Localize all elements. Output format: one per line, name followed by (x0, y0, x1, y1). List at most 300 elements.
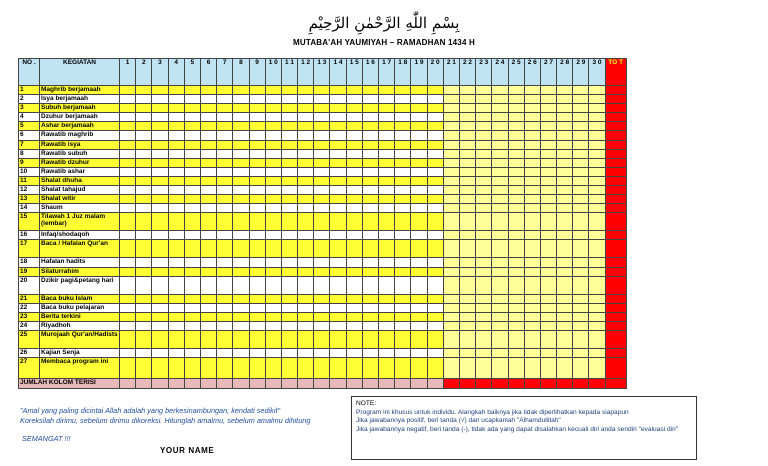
check-cell[interactable] (120, 312, 136, 321)
check-cell[interactable] (168, 258, 184, 267)
check-cell[interactable] (573, 276, 589, 294)
check-cell[interactable] (589, 86, 605, 95)
check-cell[interactable] (346, 140, 362, 149)
check-cell[interactable] (346, 176, 362, 185)
check-cell[interactable] (152, 240, 168, 258)
check-cell[interactable] (346, 113, 362, 122)
check-cell[interactable] (184, 240, 200, 258)
check-cell[interactable] (168, 267, 184, 276)
check-cell[interactable] (314, 294, 330, 303)
check-cell[interactable] (540, 321, 556, 330)
check-cell[interactable] (443, 276, 459, 294)
check-cell[interactable] (152, 195, 168, 204)
check-cell[interactable] (443, 267, 459, 276)
check-cell[interactable] (249, 176, 265, 185)
check-cell[interactable] (540, 267, 556, 276)
check-cell[interactable] (265, 86, 281, 95)
check-cell[interactable] (314, 303, 330, 312)
check-cell[interactable] (379, 358, 395, 379)
check-cell[interactable] (281, 140, 297, 149)
check-cell[interactable] (427, 113, 443, 122)
check-cell[interactable] (233, 321, 249, 330)
check-cell[interactable] (184, 303, 200, 312)
check-cell[interactable] (589, 358, 605, 379)
check-cell[interactable] (492, 158, 508, 167)
check-cell[interactable] (298, 167, 314, 176)
check-cell[interactable] (573, 195, 589, 204)
check-cell[interactable] (427, 140, 443, 149)
check-cell[interactable] (217, 140, 233, 149)
check-cell[interactable] (379, 113, 395, 122)
check-cell[interactable] (540, 213, 556, 231)
check-cell[interactable] (508, 231, 524, 240)
check-cell[interactable] (330, 113, 346, 122)
check-cell[interactable] (589, 303, 605, 312)
check-cell[interactable] (330, 195, 346, 204)
check-cell[interactable] (281, 131, 297, 140)
check-cell[interactable] (346, 258, 362, 267)
check-cell[interactable] (362, 113, 378, 122)
check-cell[interactable] (476, 231, 492, 240)
check-cell[interactable] (200, 158, 216, 167)
check-cell[interactable] (346, 131, 362, 140)
check-cell[interactable] (362, 140, 378, 149)
check-cell[interactable] (265, 204, 281, 213)
check-cell[interactable] (168, 167, 184, 176)
check-cell[interactable] (395, 95, 411, 104)
check-cell[interactable] (217, 358, 233, 379)
check-cell[interactable] (379, 240, 395, 258)
check-cell[interactable] (589, 276, 605, 294)
check-cell[interactable] (217, 276, 233, 294)
check-cell[interactable] (443, 330, 459, 348)
check-cell[interactable] (557, 104, 573, 113)
check-cell[interactable] (411, 358, 427, 379)
check-cell[interactable] (540, 276, 556, 294)
check-cell[interactable] (589, 258, 605, 267)
check-cell[interactable] (362, 104, 378, 113)
check-cell[interactable] (233, 195, 249, 204)
check-cell[interactable] (540, 149, 556, 158)
check-cell[interactable] (524, 321, 540, 330)
check-cell[interactable] (459, 149, 475, 158)
check-cell[interactable] (330, 294, 346, 303)
check-cell[interactable] (249, 258, 265, 267)
check-cell[interactable] (184, 186, 200, 195)
check-cell[interactable] (524, 348, 540, 357)
check-cell[interactable] (120, 176, 136, 185)
check-cell[interactable] (459, 358, 475, 379)
check-cell[interactable] (540, 176, 556, 185)
check-cell[interactable] (120, 321, 136, 330)
check-cell[interactable] (540, 86, 556, 95)
check-cell[interactable] (411, 258, 427, 267)
check-cell[interactable] (395, 186, 411, 195)
check-cell[interactable] (120, 186, 136, 195)
check-cell[interactable] (184, 321, 200, 330)
check-cell[interactable] (492, 113, 508, 122)
check-cell[interactable] (346, 195, 362, 204)
check-cell[interactable] (524, 149, 540, 158)
check-cell[interactable] (233, 231, 249, 240)
check-cell[interactable] (427, 321, 443, 330)
check-cell[interactable] (492, 213, 508, 231)
check-cell[interactable] (492, 267, 508, 276)
check-cell[interactable] (443, 258, 459, 267)
check-cell[interactable] (314, 158, 330, 167)
check-cell[interactable] (492, 204, 508, 213)
check-cell[interactable] (281, 149, 297, 158)
check-cell[interactable] (508, 176, 524, 185)
check-cell[interactable] (314, 358, 330, 379)
check-cell[interactable] (314, 122, 330, 131)
check-cell[interactable] (427, 348, 443, 357)
check-cell[interactable] (362, 95, 378, 104)
check-cell[interactable] (249, 113, 265, 122)
check-cell[interactable] (573, 149, 589, 158)
check-cell[interactable] (152, 158, 168, 167)
check-cell[interactable] (589, 204, 605, 213)
check-cell[interactable] (492, 167, 508, 176)
check-cell[interactable] (249, 294, 265, 303)
check-cell[interactable] (330, 330, 346, 348)
check-cell[interactable] (492, 186, 508, 195)
check-cell[interactable] (152, 131, 168, 140)
check-cell[interactable] (508, 186, 524, 195)
check-cell[interactable] (298, 213, 314, 231)
check-cell[interactable] (281, 303, 297, 312)
check-cell[interactable] (524, 176, 540, 185)
check-cell[interactable] (265, 213, 281, 231)
check-cell[interactable] (557, 213, 573, 231)
check-cell[interactable] (540, 294, 556, 303)
check-cell[interactable] (265, 294, 281, 303)
check-cell[interactable] (265, 104, 281, 113)
check-cell[interactable] (184, 276, 200, 294)
check-cell[interactable] (168, 122, 184, 131)
check-cell[interactable] (459, 131, 475, 140)
check-cell[interactable] (346, 358, 362, 379)
check-cell[interactable] (330, 231, 346, 240)
check-cell[interactable] (233, 276, 249, 294)
check-cell[interactable] (265, 167, 281, 176)
check-cell[interactable] (379, 213, 395, 231)
check-cell[interactable] (298, 258, 314, 267)
check-cell[interactable] (540, 348, 556, 357)
check-cell[interactable] (298, 303, 314, 312)
check-cell[interactable] (395, 312, 411, 321)
check-cell[interactable] (152, 231, 168, 240)
check-cell[interactable] (443, 294, 459, 303)
check-cell[interactable] (411, 330, 427, 348)
check-cell[interactable] (265, 131, 281, 140)
check-cell[interactable] (168, 140, 184, 149)
check-cell[interactable] (265, 267, 281, 276)
check-cell[interactable] (524, 95, 540, 104)
check-cell[interactable] (379, 195, 395, 204)
check-cell[interactable] (217, 330, 233, 348)
check-cell[interactable] (557, 276, 573, 294)
check-cell[interactable] (443, 158, 459, 167)
check-cell[interactable] (362, 258, 378, 267)
check-cell[interactable] (476, 348, 492, 357)
check-cell[interactable] (152, 330, 168, 348)
check-cell[interactable] (281, 104, 297, 113)
check-cell[interactable] (249, 303, 265, 312)
check-cell[interactable] (249, 231, 265, 240)
check-cell[interactable] (492, 195, 508, 204)
check-cell[interactable] (427, 213, 443, 231)
check-cell[interactable] (281, 258, 297, 267)
check-cell[interactable] (395, 204, 411, 213)
check-cell[interactable] (217, 312, 233, 321)
check-cell[interactable] (427, 330, 443, 348)
check-cell[interactable] (476, 167, 492, 176)
check-cell[interactable] (459, 167, 475, 176)
check-cell[interactable] (508, 95, 524, 104)
check-cell[interactable] (540, 158, 556, 167)
check-cell[interactable] (492, 176, 508, 185)
check-cell[interactable] (200, 176, 216, 185)
check-cell[interactable] (298, 312, 314, 321)
check-cell[interactable] (298, 149, 314, 158)
check-cell[interactable] (508, 330, 524, 348)
check-cell[interactable] (443, 348, 459, 357)
check-cell[interactable] (281, 167, 297, 176)
check-cell[interactable] (524, 131, 540, 140)
check-cell[interactable] (524, 240, 540, 258)
check-cell[interactable] (120, 231, 136, 240)
check-cell[interactable] (459, 195, 475, 204)
check-cell[interactable] (379, 104, 395, 113)
check-cell[interactable] (379, 258, 395, 267)
check-cell[interactable] (395, 303, 411, 312)
check-cell[interactable] (249, 321, 265, 330)
check-cell[interactable] (120, 131, 136, 140)
check-cell[interactable] (281, 122, 297, 131)
check-cell[interactable] (557, 149, 573, 158)
check-cell[interactable] (314, 131, 330, 140)
check-cell[interactable] (249, 204, 265, 213)
check-cell[interactable] (362, 276, 378, 294)
check-cell[interactable] (233, 113, 249, 122)
check-cell[interactable] (492, 276, 508, 294)
check-cell[interactable] (281, 321, 297, 330)
check-cell[interactable] (476, 213, 492, 231)
check-cell[interactable] (168, 186, 184, 195)
check-cell[interactable] (136, 195, 152, 204)
check-cell[interactable] (200, 122, 216, 131)
check-cell[interactable] (459, 104, 475, 113)
check-cell[interactable] (589, 267, 605, 276)
check-cell[interactable] (557, 195, 573, 204)
check-cell[interactable] (540, 330, 556, 348)
check-cell[interactable] (346, 303, 362, 312)
check-cell[interactable] (573, 358, 589, 379)
check-cell[interactable] (379, 95, 395, 104)
check-cell[interactable] (168, 358, 184, 379)
check-cell[interactable] (459, 176, 475, 185)
check-cell[interactable] (573, 176, 589, 185)
check-cell[interactable] (298, 122, 314, 131)
check-cell[interactable] (314, 104, 330, 113)
check-cell[interactable] (249, 167, 265, 176)
check-cell[interactable] (540, 113, 556, 122)
check-cell[interactable] (330, 104, 346, 113)
check-cell[interactable] (314, 204, 330, 213)
check-cell[interactable] (492, 358, 508, 379)
check-cell[interactable] (152, 104, 168, 113)
check-cell[interactable] (233, 104, 249, 113)
check-cell[interactable] (524, 276, 540, 294)
check-cell[interactable] (508, 213, 524, 231)
check-cell[interactable] (540, 95, 556, 104)
check-cell[interactable] (346, 122, 362, 131)
check-cell[interactable] (249, 140, 265, 149)
check-cell[interactable] (459, 312, 475, 321)
check-cell[interactable] (395, 140, 411, 149)
check-cell[interactable] (395, 167, 411, 176)
check-cell[interactable] (330, 348, 346, 357)
check-cell[interactable] (152, 321, 168, 330)
check-cell[interactable] (136, 149, 152, 158)
check-cell[interactable] (540, 167, 556, 176)
check-cell[interactable] (476, 204, 492, 213)
check-cell[interactable] (200, 86, 216, 95)
check-cell[interactable] (573, 213, 589, 231)
check-cell[interactable] (362, 358, 378, 379)
check-cell[interactable] (427, 167, 443, 176)
check-cell[interactable] (298, 195, 314, 204)
check-cell[interactable] (557, 294, 573, 303)
check-cell[interactable] (362, 186, 378, 195)
check-cell[interactable] (573, 113, 589, 122)
check-cell[interactable] (395, 258, 411, 267)
check-cell[interactable] (136, 240, 152, 258)
check-cell[interactable] (200, 213, 216, 231)
check-cell[interactable] (200, 294, 216, 303)
check-cell[interactable] (459, 122, 475, 131)
check-cell[interactable] (557, 231, 573, 240)
check-cell[interactable] (265, 113, 281, 122)
check-cell[interactable] (443, 131, 459, 140)
check-cell[interactable] (184, 330, 200, 348)
check-cell[interactable] (443, 213, 459, 231)
check-cell[interactable] (136, 258, 152, 267)
check-cell[interactable] (265, 348, 281, 357)
check-cell[interactable] (168, 95, 184, 104)
check-cell[interactable] (168, 213, 184, 231)
check-cell[interactable] (200, 358, 216, 379)
check-cell[interactable] (200, 240, 216, 258)
check-cell[interactable] (217, 176, 233, 185)
check-cell[interactable] (476, 131, 492, 140)
check-cell[interactable] (314, 330, 330, 348)
check-cell[interactable] (443, 140, 459, 149)
check-cell[interactable] (346, 276, 362, 294)
check-cell[interactable] (168, 195, 184, 204)
check-cell[interactable] (346, 186, 362, 195)
check-cell[interactable] (492, 131, 508, 140)
check-cell[interactable] (362, 267, 378, 276)
check-cell[interactable] (427, 303, 443, 312)
check-cell[interactable] (411, 104, 427, 113)
check-cell[interactable] (540, 303, 556, 312)
check-cell[interactable] (168, 131, 184, 140)
check-cell[interactable] (314, 113, 330, 122)
check-cell[interactable] (557, 348, 573, 357)
check-cell[interactable] (136, 95, 152, 104)
check-cell[interactable] (362, 195, 378, 204)
check-cell[interactable] (346, 149, 362, 158)
check-cell[interactable] (152, 122, 168, 131)
check-cell[interactable] (152, 149, 168, 158)
check-cell[interactable] (136, 104, 152, 113)
check-cell[interactable] (557, 240, 573, 258)
check-cell[interactable] (411, 312, 427, 321)
check-cell[interactable] (411, 176, 427, 185)
check-cell[interactable] (492, 86, 508, 95)
check-cell[interactable] (249, 95, 265, 104)
check-cell[interactable] (249, 158, 265, 167)
check-cell[interactable] (395, 122, 411, 131)
check-cell[interactable] (152, 186, 168, 195)
check-cell[interactable] (443, 113, 459, 122)
check-cell[interactable] (589, 140, 605, 149)
check-cell[interactable] (540, 358, 556, 379)
check-cell[interactable] (298, 131, 314, 140)
check-cell[interactable] (330, 303, 346, 312)
check-cell[interactable] (314, 86, 330, 95)
check-cell[interactable] (298, 348, 314, 357)
check-cell[interactable] (330, 186, 346, 195)
check-cell[interactable] (589, 348, 605, 357)
check-cell[interactable] (217, 213, 233, 231)
check-cell[interactable] (200, 131, 216, 140)
check-cell[interactable] (379, 330, 395, 348)
check-cell[interactable] (200, 186, 216, 195)
check-cell[interactable] (346, 158, 362, 167)
check-cell[interactable] (168, 330, 184, 348)
check-cell[interactable] (184, 213, 200, 231)
check-cell[interactable] (120, 167, 136, 176)
check-cell[interactable] (298, 104, 314, 113)
check-cell[interactable] (217, 95, 233, 104)
check-cell[interactable] (136, 122, 152, 131)
check-cell[interactable] (459, 186, 475, 195)
check-cell[interactable] (168, 104, 184, 113)
check-cell[interactable] (168, 240, 184, 258)
check-cell[interactable] (314, 312, 330, 321)
check-cell[interactable] (427, 267, 443, 276)
check-cell[interactable] (249, 312, 265, 321)
check-cell[interactable] (265, 258, 281, 267)
check-cell[interactable] (508, 267, 524, 276)
check-cell[interactable] (459, 140, 475, 149)
check-cell[interactable] (314, 231, 330, 240)
check-cell[interactable] (217, 294, 233, 303)
check-cell[interactable] (395, 240, 411, 258)
check-cell[interactable] (476, 186, 492, 195)
check-cell[interactable] (508, 167, 524, 176)
check-cell[interactable] (508, 303, 524, 312)
check-cell[interactable] (524, 195, 540, 204)
check-cell[interactable] (233, 213, 249, 231)
check-cell[interactable] (168, 312, 184, 321)
check-cell[interactable] (508, 321, 524, 330)
check-cell[interactable] (540, 312, 556, 321)
check-cell[interactable] (120, 348, 136, 357)
